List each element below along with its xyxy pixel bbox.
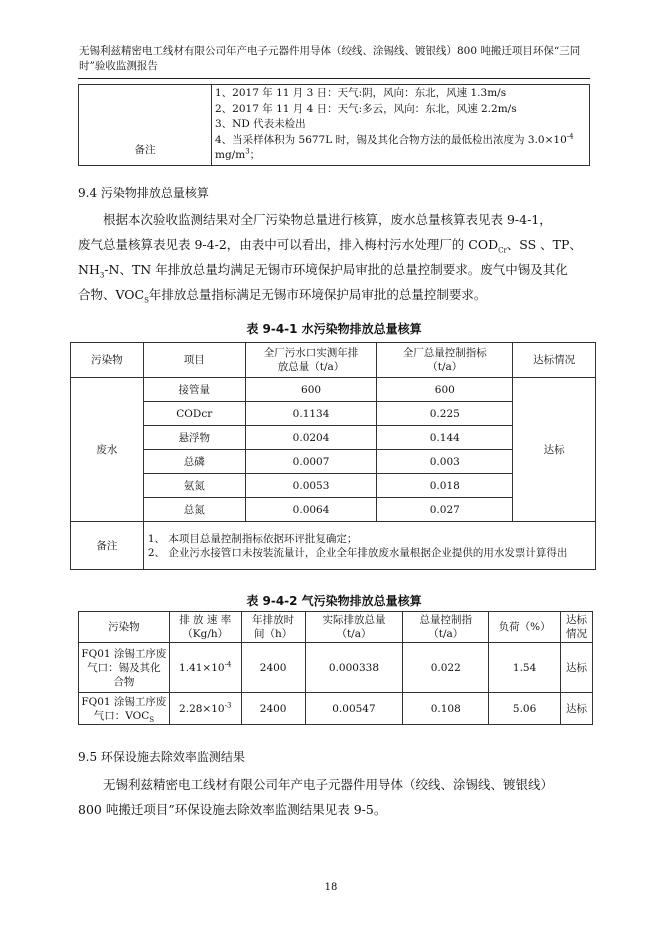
air-pollutant-table: [78, 611, 593, 725]
remark-line-5: $mg/m^3$；: [215, 147, 261, 161]
remarks-label: 备注: [79, 85, 212, 166]
control-cell: 0.108: [403, 693, 489, 725]
col-pollutant: 污染物: [71, 343, 144, 378]
col-rate: 排 放 速 率 （Kg/h）: [169, 612, 241, 643]
load-cell: 5.06: [489, 693, 561, 725]
para-line-1: 无锡利兹精密电工线材有限公司年产电子元器件用导体（绞线、涂锡线、镀银线）: [103, 777, 554, 792]
control-cell: 0.018: [377, 474, 513, 498]
para-line-3: $NH_3-N$、TN 年排放总量均满足无锡市环境保护局审批的总量控制要求。废气中锡及其化: [78, 262, 568, 280]
status-cell: 达标: [561, 643, 593, 693]
remark-item-1: 1、 本项目总量控制指标依据环评批复确定；: [147, 532, 358, 545]
col-control: 总量控制指 （t/a）: [403, 612, 489, 643]
pollutant-cell: FQ01 涂锡工序废 气口：$VOC_S$: [79, 693, 170, 725]
remark-item-2: 2、 企业污水接管口未按装流量计，企业全年排放废水量根据企业提供的用水发票计算得出: [147, 546, 568, 559]
col-status: 达标 情况: [561, 612, 593, 643]
page-header: 无锡利兹精密电工线材有限公司年产电子元器件用导体（绞线、涂锡线、镀银线）800 吨搬迁项目环保“三同时”验收监测报告: [79, 45, 581, 72]
para-line-2: 废气总量核算表见表 9-4-2，由表中可以看出，排入梅村污水处理厂的 $COD_{Cr}$、SS 、TP、: [78, 237, 582, 255]
pollutant-cell: FQ01 涂锡工序废 气口：锡及其化 合物: [79, 643, 170, 693]
col-status: 达标情况: [513, 343, 596, 378]
section-heading-9-4: 9.4 污染物排放总量核算: [78, 186, 209, 200]
section-9-4-paragraph: [78, 207, 590, 307]
control-cell: 0.027: [377, 498, 513, 522]
item-cell: 氨氮: [143, 474, 245, 498]
table-row: [71, 378, 596, 402]
measured-cell: 0.0204: [245, 426, 377, 450]
load-cell: 1.54: [489, 643, 561, 693]
header-divider: [78, 78, 590, 79]
item-cell: CODcr: [143, 402, 245, 426]
item-cell: 悬浮物: [143, 426, 245, 450]
remark-line-1: 1、2017 年 11 月 3 日：天气:阴，风向：东北，风速 1.3m/s: [215, 87, 507, 99]
time-cell: 2400: [241, 693, 305, 725]
measured-cell: 0.0053: [245, 474, 377, 498]
remark-line-2: 2、2017 年 11 月 4 日：天气:多云，风向：东北，风速 2.2m/s: [215, 102, 517, 115]
col-item: 项目: [143, 343, 245, 378]
table-row: [79, 693, 593, 725]
status-cell: 达标: [561, 693, 593, 725]
col-load: 负荷（%）: [489, 612, 561, 643]
remarks-content: [212, 85, 590, 166]
control-cell: 0.225: [377, 402, 513, 426]
table-row: [79, 643, 593, 693]
remark-line-4: 4、当采样体积为 5677L 时，锡及其化合物方法的最低检出浓度为 $3.0\times 10^{-4}$: [215, 132, 574, 146]
actual-cell: 0.00547: [305, 693, 403, 725]
para-line-1: 根据本次验收监测结果对全厂污染物总量进行核算，废水总量核算表见表 9-4-1，: [103, 212, 552, 227]
item-cell: 总氮: [143, 498, 245, 522]
col-control: 全厂总量控制指标 （t/a）: [377, 343, 513, 378]
measured-cell: 0.0007: [245, 450, 377, 474]
table-remark-row: [71, 522, 596, 570]
control-cell: 0.003: [377, 450, 513, 474]
col-measured: 全厂污水口实测年排 放总量（t/a）: [245, 343, 377, 378]
pollutant-cell: 废水: [71, 378, 144, 522]
section-9-5-paragraph: [78, 772, 590, 822]
item-cell: 接管量: [143, 378, 245, 402]
table-9-4-1-caption: 表 9-4-1 水污染物排放总量核算: [246, 322, 422, 336]
measured-cell: 0.1134: [245, 402, 377, 426]
remark-label: 备注: [71, 522, 144, 570]
col-time: 年排放时 间（h）: [241, 612, 305, 643]
remark-content: [143, 522, 595, 570]
measured-cell: 0.0064: [245, 498, 377, 522]
control-cell: 600: [377, 378, 513, 402]
section-heading-9-5: 9.5 环保设施去除效率监测结果: [78, 750, 245, 764]
water-pollutant-table: [70, 342, 596, 570]
para-line-4: 合物、$VOC_S$年排放总量指标满足无锡市环境保护局审批的总量控制要求。: [78, 287, 487, 305]
col-pollutant: 污染物: [79, 612, 170, 643]
actual-cell: 0.000338: [305, 643, 403, 693]
measured-cell: 600: [245, 378, 377, 402]
item-cell: 总磷: [143, 450, 245, 474]
col-actual: 实际排放总量 （t/a）: [305, 612, 403, 643]
remarks-table: [78, 84, 590, 166]
control-cell: 0.022: [403, 643, 489, 693]
rate-cell: $2.28\times 10^{-3}$: [169, 693, 241, 725]
page-number: 18: [324, 882, 338, 893]
para-line-2: 800 吨搬迁项目”环保设施去除效率监测结果见表 9-5。: [78, 802, 387, 817]
remark-line-3: 3、ND 代表未检出: [215, 118, 306, 130]
time-cell: 2400: [241, 643, 305, 693]
rate-cell: $1.41\times 10^{-4}$: [169, 643, 241, 693]
table-9-4-2-caption: 表 9-4-2 气污染物排放总量核算: [246, 594, 422, 608]
control-cell: 0.144: [377, 426, 513, 450]
status-cell: 达标: [513, 378, 596, 522]
